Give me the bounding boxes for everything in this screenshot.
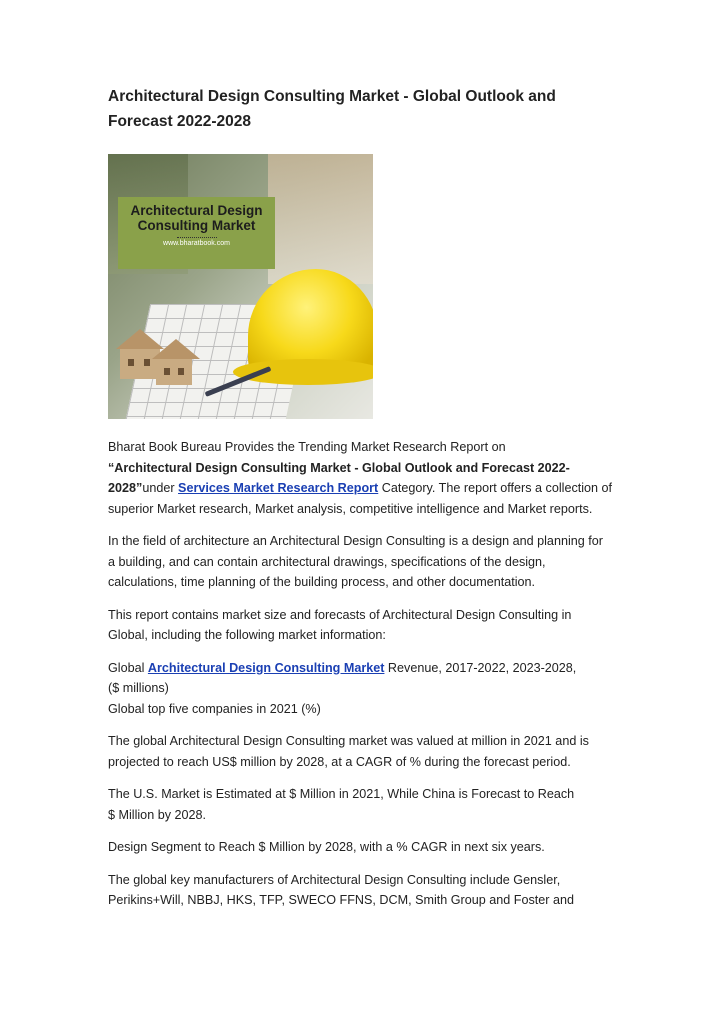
report-name: “Architectural Design Consulting Market - Global Outlook and Forecast 2022-2028” <box>108 460 570 495</box>
document-page <box>108 84 613 923</box>
category-link[interactable]: Services Market Research Report <box>178 481 379 495</box>
cover-image <box>108 154 373 419</box>
market-link[interactable]: Architectural Design Consulting Market <box>147 660 385 675</box>
market-info-paragraph: Global Architectural Design Consulting Market Revenue, 2017-2022, 2023-2028, ($ millions) Global top five companies in 2021 (%) <box>108 660 577 716</box>
manufacturers-paragraph: The global key manufacturers of Architectural Design Consulting include Gensler, Perikins+Will, NBBJ, HKS, TFP, SWECO FFNS, DCM, Smith Group and Foster and <box>108 872 574 907</box>
scope-paragraph: This report contains market size and forecasts of Architectural Design Consulting in Global, including the following market information: <box>108 607 572 642</box>
intro-paragraph: Bharat Book Bureau Provides the Trending Market Research Report on “Architectural Design Consulting Market - Global Outlook and Forecast 2022-2028”under Services Market Research Report Category. The report offers a collection of superior Market research, Market analysis, competitive intelligence and Market reports. <box>108 440 613 516</box>
segment-paragraph: Design Segment to Reach $ Million by 2028, with a % CAGR in next six years. <box>108 840 545 854</box>
cover-label <box>118 197 275 269</box>
definition-paragraph: In the field of architecture an Architectural Design Consulting is a design and planning for a building, and can contain architectural drawings, specifications of the design, calculations, time planning of the building process, and other documentation. <box>108 534 603 589</box>
cover-url: www.bharatbook.com <box>163 240 230 247</box>
page-title: Architectural Design Consulting Market - Global Outlook and Forecast 2022-2028 <box>108 88 556 130</box>
valuation-paragraph: The global Architectural Design Consulting market was valued at million in 2021 and is projected to reach US$ million by 2028, at a CAGR of % during the forecast period. <box>108 734 589 769</box>
house-model-icon <box>156 359 192 385</box>
us-china-paragraph: The U.S. Market is Estimated at $ Million in 2021, While China is Forecast to Reach $ Million by 2028. <box>108 787 575 822</box>
cover-title: Architectural Design Consulting Market <box>130 203 263 233</box>
